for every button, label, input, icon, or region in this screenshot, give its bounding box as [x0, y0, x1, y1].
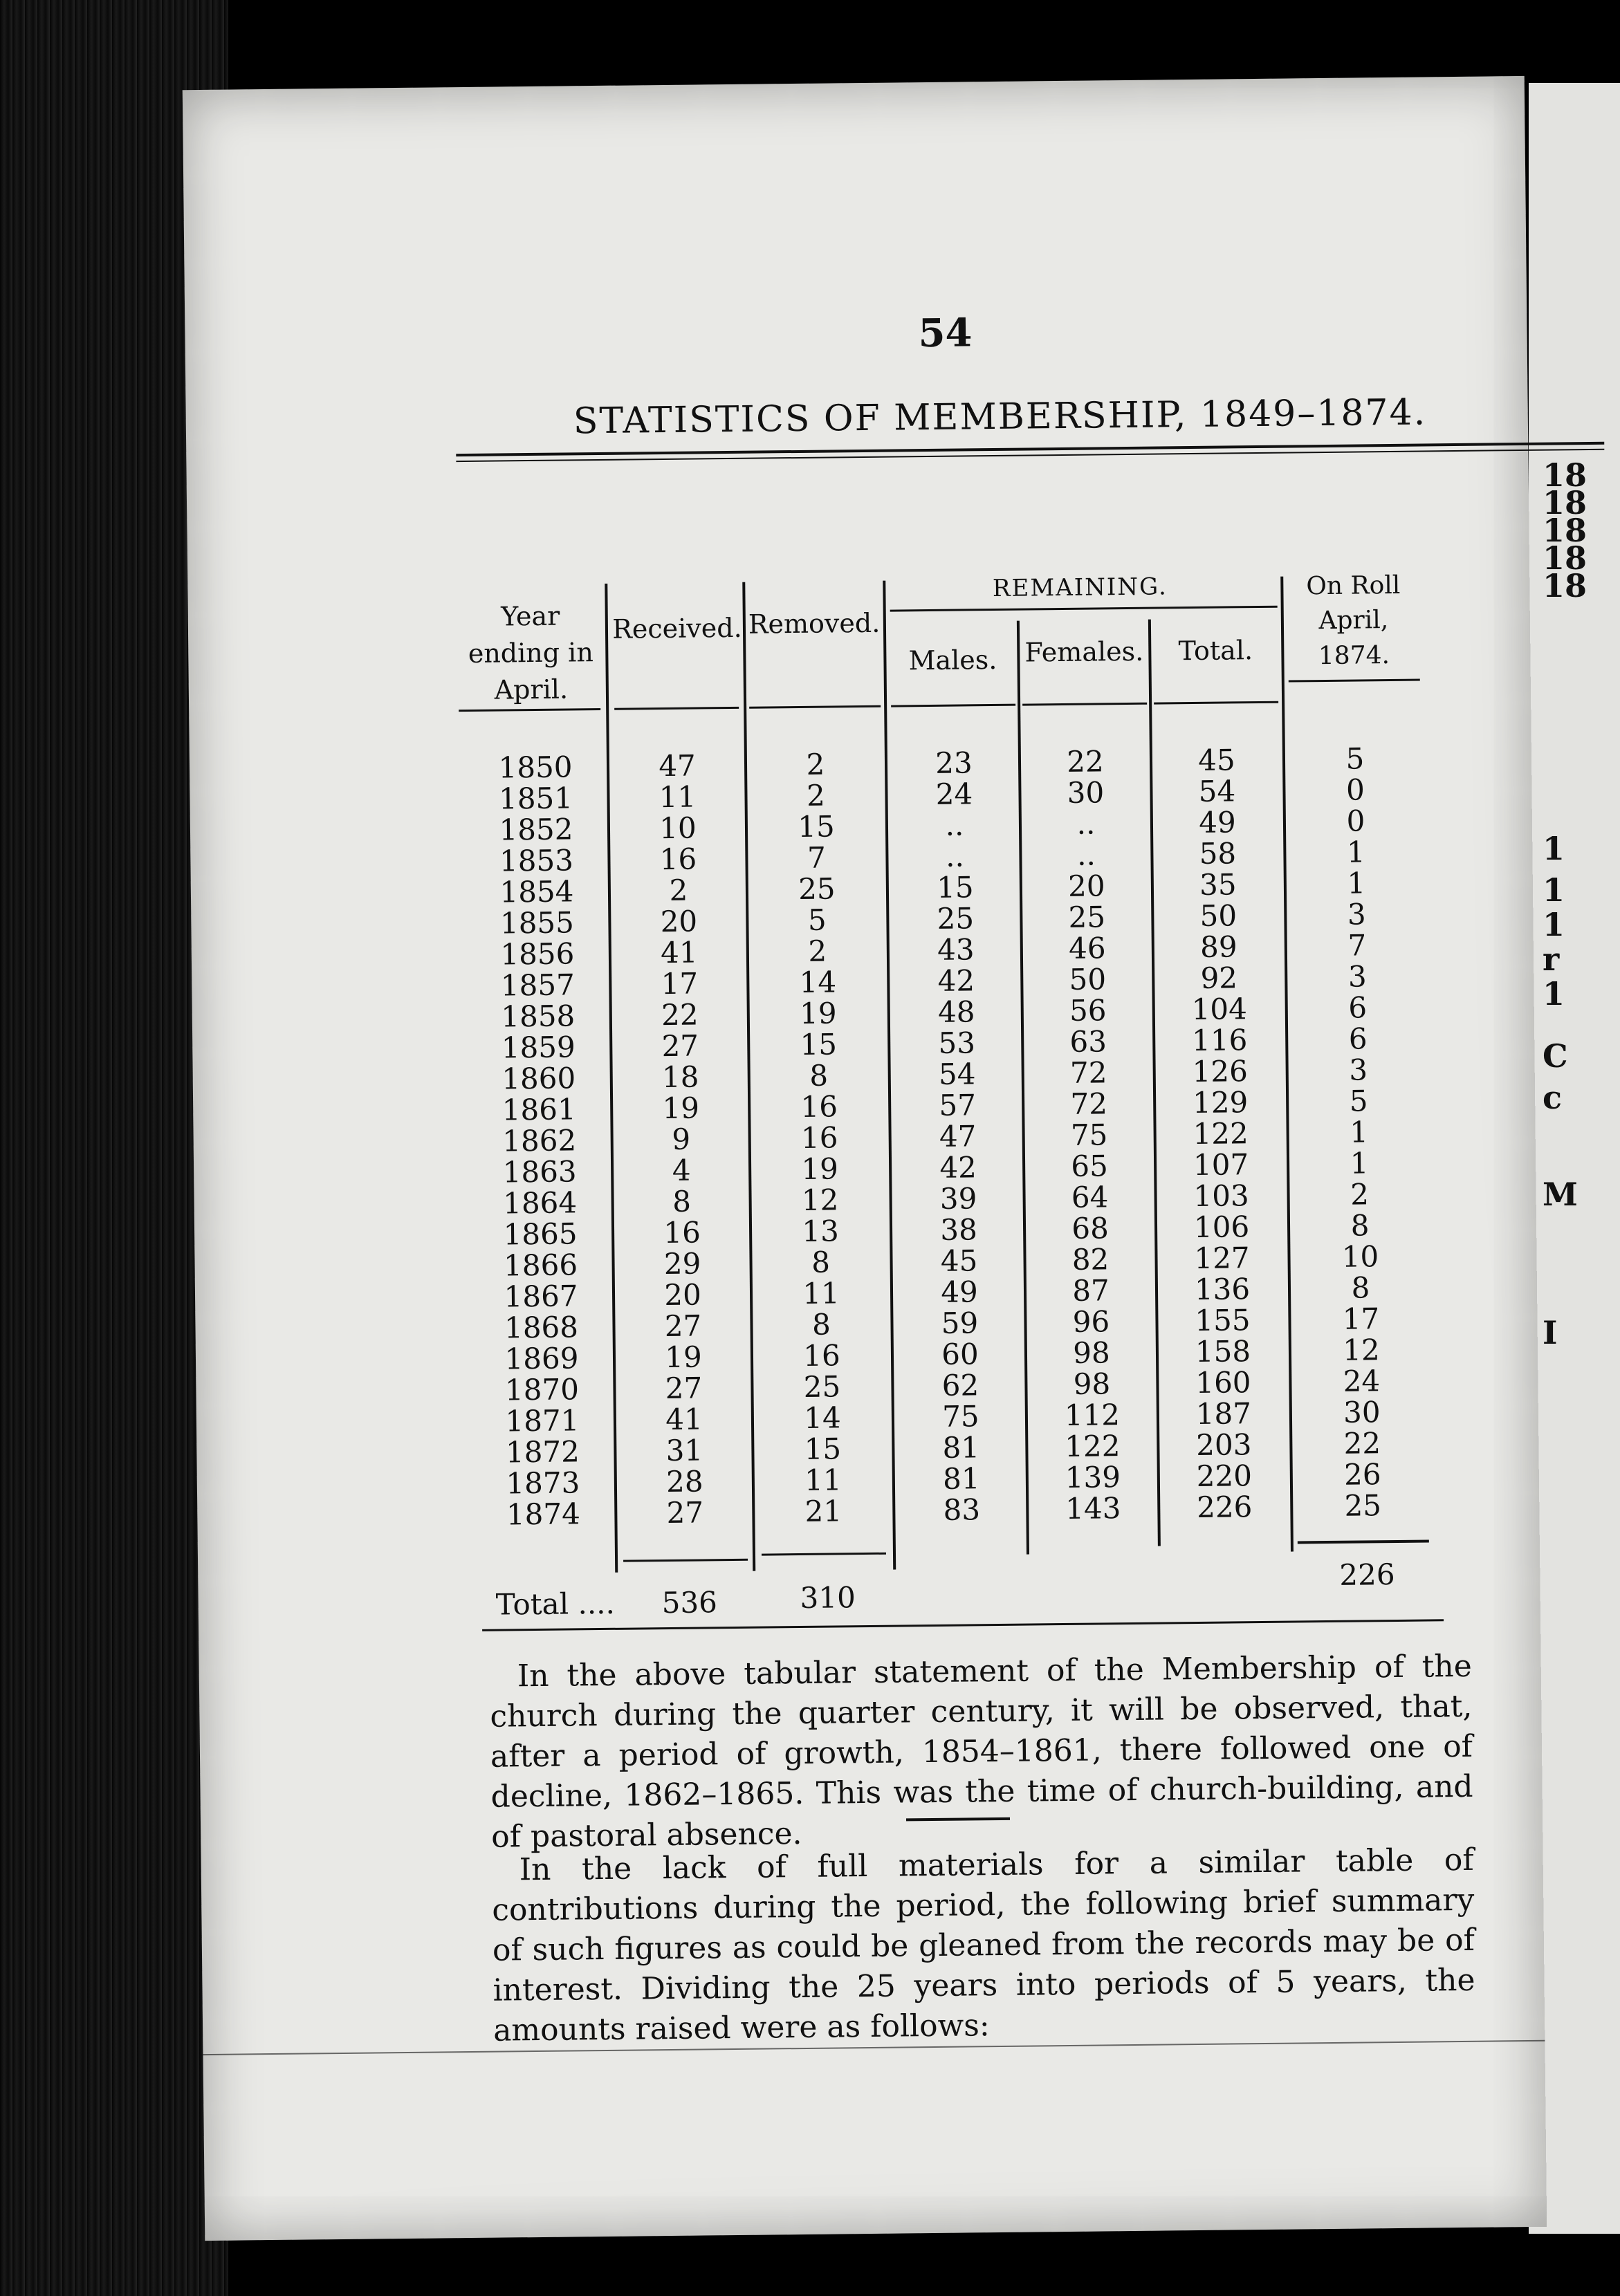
cell-year: 1854 — [499, 874, 574, 909]
cell-females: 46 — [1068, 931, 1106, 965]
cell-on-roll: 3 — [1349, 1053, 1368, 1087]
cell-year: 1859 — [501, 1030, 576, 1065]
cell-removed: 7 — [807, 840, 827, 875]
cell-males: 24 — [935, 777, 973, 811]
cell-females: 122 — [1065, 1429, 1121, 1463]
cell-total: 54 — [1198, 774, 1236, 808]
book-page — [183, 76, 1547, 2241]
fragment-text: I — [1543, 1314, 1558, 1351]
cell-received: 16 — [663, 1215, 701, 1250]
paragraph-2 — [491, 1840, 1475, 2051]
fragment-text: 18 — [1543, 567, 1587, 604]
column-on-roll — [1289, 743, 1429, 1522]
cell-removed: 16 — [802, 1338, 840, 1373]
cell-males: 54 — [938, 1057, 976, 1091]
cell-year: 1871 — [505, 1403, 580, 1438]
cell-year: 1850 — [498, 750, 573, 785]
header-on-roll: On Roll April, 1874. — [1306, 571, 1401, 670]
cell-received: 27 — [664, 1308, 702, 1344]
header-underline — [1154, 701, 1278, 705]
cell-removed: 14 — [803, 1400, 841, 1435]
totals-rule — [762, 1553, 886, 1556]
header-total: Total. — [1178, 635, 1253, 667]
column-removed — [753, 748, 886, 1528]
cell-received: 9 — [672, 1122, 691, 1156]
title-rule-bottom — [456, 449, 1604, 462]
cell-removed: 21 — [804, 1494, 843, 1528]
header-remaining: REMAINING. — [992, 573, 1168, 603]
cell-females: 30 — [1067, 775, 1105, 810]
cell-males: .. — [945, 839, 965, 873]
cell-year: 1864 — [502, 1185, 578, 1221]
cell-removed: 16 — [800, 1120, 838, 1155]
cell-removed: 15 — [800, 1027, 838, 1062]
cell-on-roll: 12 — [1342, 1333, 1380, 1367]
header-underline — [1289, 679, 1420, 683]
cell-total: 89 — [1199, 929, 1237, 964]
cell-removed: 15 — [804, 1432, 842, 1466]
cell-received: 17 — [661, 966, 699, 1001]
cell-received: 27 — [661, 1028, 699, 1064]
paragraph-1 — [490, 1647, 1474, 1858]
cell-total: 92 — [1200, 961, 1238, 995]
cell-males: 81 — [942, 1461, 980, 1496]
cell-year: 1870 — [504, 1372, 580, 1407]
cell-received: 18 — [661, 1059, 699, 1095]
cell-year: 1861 — [501, 1092, 576, 1127]
fragment-text: c — [1543, 1079, 1563, 1116]
cell-on-roll: 0 — [1346, 804, 1365, 838]
cell-total: 58 — [1199, 836, 1237, 871]
cell-total: 104 — [1191, 992, 1248, 1027]
cell-females: 98 — [1072, 1335, 1110, 1370]
column-females — [1023, 746, 1156, 1525]
cell-total: 107 — [1193, 1147, 1249, 1183]
membership-table — [457, 559, 1617, 1650]
cell-removed: 19 — [799, 996, 837, 1030]
cell-on-roll: 0 — [1345, 772, 1365, 807]
totals-label: Total .... — [495, 1586, 616, 1622]
cell-females: 75 — [1070, 1118, 1108, 1152]
cell-on-roll: 8 — [1351, 1270, 1370, 1305]
cell-females: 65 — [1071, 1149, 1109, 1183]
cell-males: 15 — [936, 870, 974, 905]
cell-males: 75 — [941, 1399, 979, 1434]
cell-received: 8 — [672, 1184, 692, 1219]
cell-removed: 13 — [802, 1214, 840, 1248]
cell-year: 1853 — [499, 843, 574, 878]
header-removed: Removed. — [748, 607, 881, 640]
cell-total: 136 — [1194, 1272, 1251, 1307]
cell-males: 53 — [938, 1026, 976, 1060]
cell-removed: 12 — [801, 1183, 839, 1217]
cell-received: 47 — [659, 748, 697, 784]
column-males — [892, 747, 1024, 1526]
cell-received: 27 — [666, 1495, 704, 1530]
column-total — [1154, 744, 1287, 1524]
column-received — [615, 750, 748, 1529]
cell-removed: 8 — [809, 1058, 829, 1093]
cell-females: 72 — [1070, 1086, 1108, 1121]
cell-on-roll: 10 — [1341, 1239, 1379, 1274]
cell-total: 160 — [1195, 1365, 1251, 1400]
cell-on-roll: 17 — [1342, 1302, 1380, 1336]
cell-removed: 8 — [811, 1307, 831, 1342]
paragraph-1-text: In the above tabular statement of the Membership of the church during the quarter century, it will be observed, that, after a period of growth, 1854–1861, there followed one of decline, 1862–1865. This was the time of church-building, and of pastoral absence. — [490, 1648, 1473, 1855]
fragment-text: r — [1543, 941, 1560, 978]
cell-received: 4 — [672, 1153, 691, 1187]
cell-total: 35 — [1199, 867, 1237, 902]
cell-removed: 19 — [801, 1151, 839, 1186]
cell-on-roll: 3 — [1347, 897, 1366, 932]
cell-total: 116 — [1191, 1023, 1248, 1058]
cell-received: 20 — [664, 1277, 702, 1313]
cell-received: 22 — [661, 997, 699, 1033]
cell-males: .. — [945, 808, 964, 842]
cell-females: .. — [1076, 806, 1096, 841]
cell-received: 11 — [659, 779, 697, 815]
cell-females: 87 — [1072, 1273, 1110, 1308]
header-underline — [891, 704, 1015, 707]
cell-total: 49 — [1198, 805, 1236, 840]
column-divider — [883, 581, 896, 1570]
cell-females: 22 — [1067, 744, 1104, 779]
cell-removed: 11 — [804, 1463, 842, 1497]
cell-total: 50 — [1199, 898, 1237, 933]
cell-females: 82 — [1071, 1242, 1110, 1277]
cell-males: 42 — [939, 1150, 977, 1185]
cell-received: 19 — [665, 1340, 702, 1375]
page-number: 54 — [918, 310, 973, 357]
fragment-text: 1 — [1543, 830, 1565, 867]
cell-males: 59 — [941, 1306, 979, 1340]
cell-on-roll: 1 — [1346, 835, 1366, 869]
header-underline — [614, 707, 739, 710]
cell-females: 112 — [1064, 1398, 1121, 1432]
cell-removed: 8 — [811, 1245, 831, 1279]
header-underline — [1022, 703, 1147, 706]
cell-on-roll: 7 — [1347, 928, 1367, 963]
cell-year: 1856 — [500, 936, 575, 972]
cell-on-roll: 1 — [1350, 1115, 1369, 1149]
cell-males: 39 — [939, 1181, 977, 1216]
column-divider — [605, 584, 618, 1573]
cell-males: 25 — [937, 901, 975, 936]
cell-removed: 15 — [797, 809, 835, 844]
cell-on-roll: 24 — [1343, 1364, 1381, 1398]
fragment-text: 1 — [1543, 871, 1565, 909]
cell-on-roll: 22 — [1343, 1426, 1381, 1461]
cell-females: 50 — [1069, 962, 1107, 997]
cell-received: 10 — [659, 811, 697, 846]
header-received: Received. — [612, 612, 742, 645]
total-received: 536 — [661, 1585, 718, 1620]
cell-females: 96 — [1072, 1304, 1110, 1339]
cell-received: 28 — [665, 1464, 703, 1499]
cell-females: 98 — [1073, 1367, 1111, 1401]
cell-year: 1867 — [504, 1279, 578, 1314]
fragment-text: 18 — [1543, 456, 1587, 494]
cell-on-roll: 5 — [1349, 1084, 1368, 1118]
cell-year: 1866 — [503, 1248, 578, 1283]
fragment-text: 1 — [1543, 975, 1565, 1012]
cell-females: 63 — [1069, 1024, 1107, 1059]
cell-total: 103 — [1193, 1178, 1249, 1214]
cell-males: 60 — [941, 1337, 979, 1371]
header-females: Females. — [1024, 636, 1144, 668]
cell-removed: 25 — [803, 1369, 841, 1404]
cell-total: 203 — [1196, 1427, 1252, 1463]
cell-on-roll: 6 — [1348, 990, 1368, 1025]
cell-on-roll: 25 — [1344, 1488, 1382, 1523]
cell-year: 1863 — [502, 1154, 577, 1189]
cell-males: 62 — [941, 1368, 979, 1402]
cell-year: 1865 — [503, 1216, 578, 1252]
cell-received: 31 — [665, 1433, 703, 1468]
cell-total: 45 — [1198, 743, 1235, 777]
cell-year: 1862 — [501, 1123, 577, 1158]
cell-total: 226 — [1196, 1490, 1253, 1524]
fragment-text: 18 — [1543, 512, 1587, 549]
cell-received: 41 — [665, 1402, 703, 1437]
cell-year: 1872 — [505, 1434, 580, 1470]
remaining-rule — [890, 606, 1278, 612]
cell-females: 56 — [1069, 993, 1107, 1028]
column-year — [473, 751, 606, 1530]
page-title: STATISTICS OF MEMBERSHIP, 1849–1874. — [573, 391, 1427, 443]
cell-year: 1868 — [504, 1310, 579, 1345]
cell-total: 106 — [1193, 1210, 1250, 1245]
cell-females: 72 — [1069, 1055, 1107, 1090]
cell-total: 127 — [1194, 1241, 1250, 1276]
cell-total: 129 — [1192, 1085, 1249, 1120]
cell-removed: 16 — [800, 1089, 838, 1124]
fragment-text: M — [1543, 1176, 1578, 1213]
cell-year: 1869 — [504, 1341, 579, 1376]
cell-males: 38 — [940, 1212, 978, 1247]
cell-males: 43 — [937, 932, 975, 967]
totals-rule — [623, 1559, 748, 1562]
cell-removed: 14 — [799, 965, 837, 999]
cell-total: 158 — [1195, 1334, 1251, 1369]
header-underline — [749, 705, 881, 709]
header-year: Year ending in April. — [468, 600, 594, 705]
cell-on-roll: 1 — [1350, 1146, 1369, 1181]
cell-year: 1873 — [506, 1465, 580, 1501]
cell-females: 25 — [1068, 900, 1106, 934]
cell-on-roll: 8 — [1350, 1208, 1370, 1243]
cell-received: 19 — [662, 1091, 700, 1126]
cell-males: 57 — [939, 1088, 977, 1122]
cell-removed: 2 — [806, 778, 826, 813]
cell-on-roll: 2 — [1350, 1177, 1370, 1212]
cell-removed: 5 — [807, 902, 827, 937]
totals-rule — [1298, 1539, 1429, 1544]
cell-females: 68 — [1071, 1211, 1110, 1246]
cell-total: 187 — [1195, 1396, 1252, 1432]
cell-males: 81 — [942, 1430, 980, 1465]
cell-males: 23 — [935, 746, 973, 780]
cell-year: 1857 — [500, 968, 576, 1003]
header-males: Males. — [908, 644, 997, 676]
cell-year: 1855 — [499, 905, 575, 941]
cell-removed: 11 — [802, 1276, 840, 1311]
cell-males: 42 — [937, 963, 975, 998]
cell-females: .. — [1076, 837, 1096, 872]
fragment-text: C — [1543, 1037, 1568, 1075]
cell-females: 143 — [1065, 1491, 1121, 1526]
fragment-text: 1 — [1543, 906, 1565, 943]
cell-on-roll: 6 — [1348, 1021, 1368, 1056]
cell-received: 41 — [660, 935, 698, 970]
cell-received: 27 — [665, 1371, 703, 1406]
cell-males: 45 — [940, 1243, 978, 1278]
cell-on-roll: 26 — [1343, 1457, 1381, 1492]
cell-year: 1852 — [499, 812, 573, 847]
paragraph-2-text: In the lack of full materials for a similar table of contributions during the period, the following brief summary of such figures as could be gleaned from the records may be of interest. Dividing the 25 years into periods of 5 years, the amounts raised were as follows: — [492, 1842, 1475, 2048]
cell-males: 49 — [941, 1275, 979, 1309]
cell-received: 2 — [669, 873, 688, 907]
cell-removed: 25 — [798, 871, 836, 906]
total-removed: 310 — [800, 1580, 856, 1615]
cell-on-roll: 30 — [1343, 1395, 1381, 1429]
cell-total: 220 — [1196, 1459, 1253, 1493]
cell-year: 1858 — [501, 999, 576, 1034]
cell-year: 1874 — [506, 1497, 581, 1532]
cell-year: 1860 — [501, 1061, 576, 1096]
cell-received: 20 — [660, 904, 698, 939]
total-on-roll: 226 — [1339, 1557, 1395, 1592]
cell-males: 83 — [943, 1492, 981, 1527]
cell-total: 155 — [1195, 1303, 1251, 1338]
fragment-text: 18 — [1543, 539, 1587, 577]
cell-females: 139 — [1065, 1460, 1121, 1494]
cell-total: 122 — [1193, 1116, 1249, 1151]
cell-removed: 2 — [806, 747, 825, 781]
table-bottom-rule — [482, 1619, 1444, 1631]
cell-males: 48 — [937, 994, 975, 1029]
cell-received: 29 — [663, 1246, 701, 1281]
cell-females: 20 — [1067, 869, 1105, 903]
cell-females: 64 — [1071, 1180, 1109, 1214]
cell-on-roll: 5 — [1345, 741, 1365, 776]
cell-on-roll: 1 — [1347, 866, 1366, 900]
cell-received: 16 — [659, 842, 697, 877]
cell-on-roll: 3 — [1347, 959, 1367, 994]
cell-total: 126 — [1192, 1054, 1249, 1089]
cell-year: 1851 — [498, 781, 573, 816]
cell-removed: 2 — [808, 934, 827, 968]
fragment-text: 18 — [1543, 484, 1587, 521]
cell-males: 47 — [939, 1119, 977, 1154]
